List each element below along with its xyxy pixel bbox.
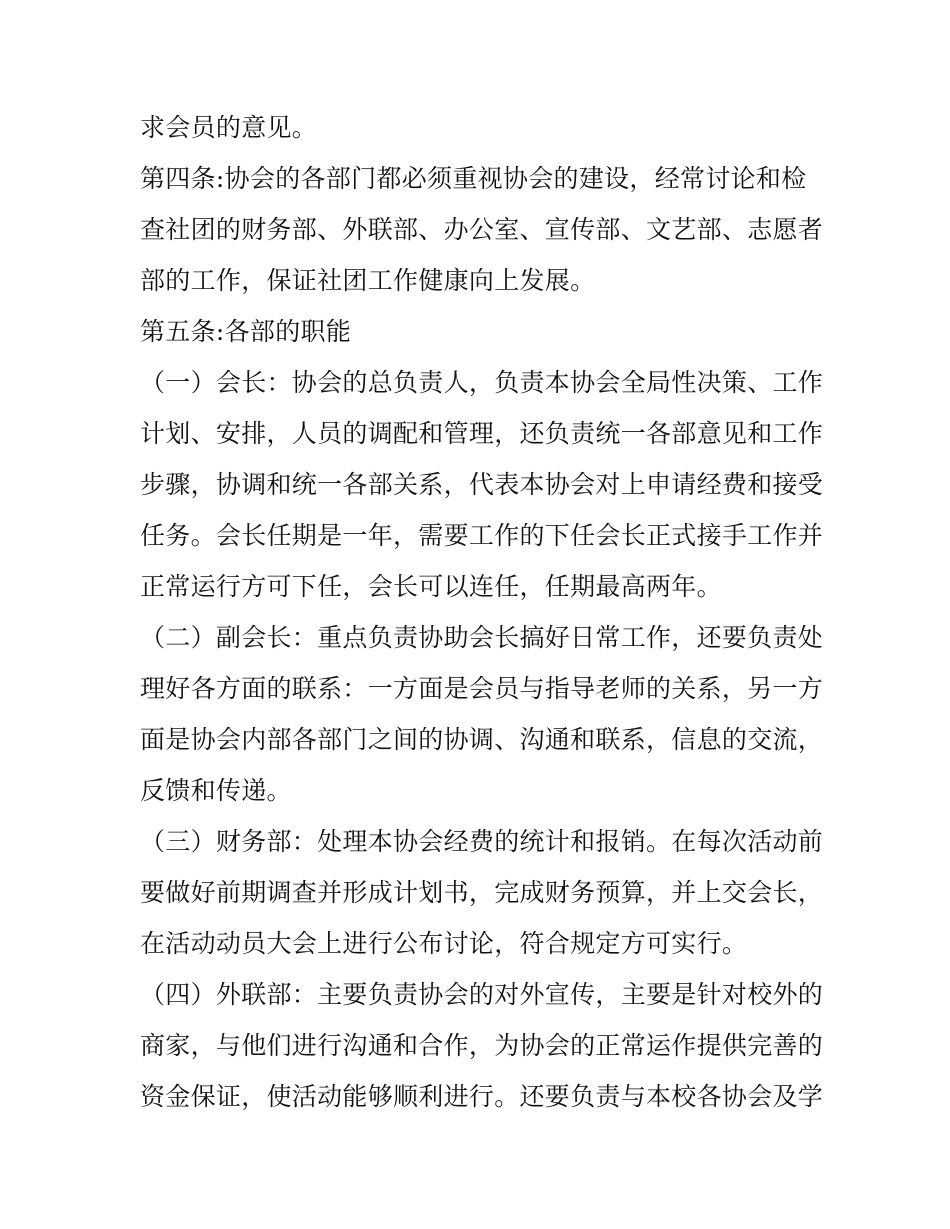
text-line: 计划、安排，人员的调配和管理，还负责统一各部意见和工作	[140, 419, 824, 448]
text-line: 求会员的意见。	[140, 113, 318, 142]
text-line: 任务。会长任期是一年，需要工作的下任会长正式接手工作并	[140, 521, 824, 550]
text-line: 面是协会内部各部门之间的协调、沟通和联系，信息的交流，	[140, 725, 824, 754]
text-line: （三）财务部：处理本协会经费的统计和报销。在每次活动前	[140, 827, 824, 856]
text-line: 第四条:协会的各部门都必须重视协会的建设，经常讨论和检	[140, 164, 807, 193]
text-line: 要做好前期调查并形成计划书，完成财务预算，并上交会长，	[140, 878, 824, 907]
text-line: 资金保证，使活动能够顺利进行。还要负责与本校各协会及学	[140, 1082, 824, 1111]
text-line: 部的工作，保证社团工作健康向上发展。	[140, 266, 596, 295]
text-line: 理好各方面的联系：一方面是会员与指导老师的关系，另一方	[140, 674, 824, 703]
text-line: （二）副会长：重点负责协助会长搞好日常工作，还要负责处	[140, 623, 824, 652]
text-line: 查社团的财务部、外联部、办公室、宣传部、文艺部、志愿者	[140, 215, 824, 244]
text-line: 在活动动员大会上进行公布讨论，符合规定方可实行。	[140, 929, 748, 958]
text-line: 第五条:各部的职能	[140, 317, 352, 346]
text-line: 步骤，协调和统一各部关系，代表本协会对上申请经费和接受	[140, 470, 824, 499]
text-line: （四）外联部：主要负责协会的对外宣传，主要是针对校外的	[140, 980, 824, 1009]
text-line: （一）会长：协会的总负责人，负责本协会全局性决策、工作	[140, 368, 824, 397]
text-line: 反馈和传递。	[140, 776, 292, 805]
text-line: 商家，与他们进行沟通和合作，为协会的正常运作提供完善的	[140, 1031, 824, 1060]
text-line: 正常运行方可下任，会长可以连任，任期最高两年。	[140, 572, 722, 601]
